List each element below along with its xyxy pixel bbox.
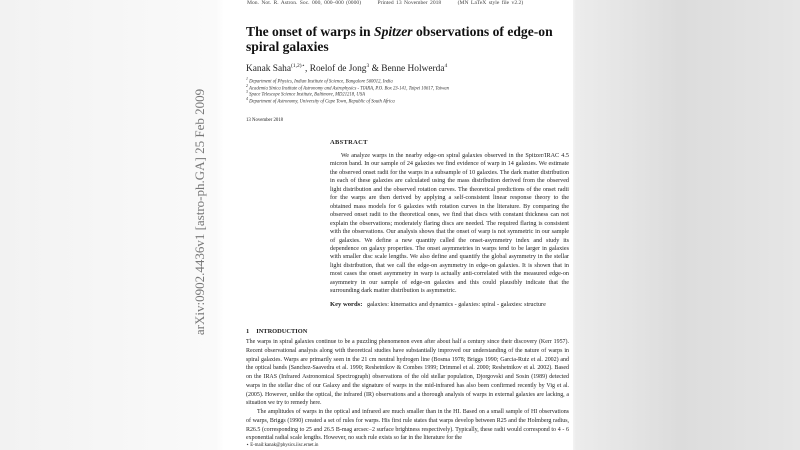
aff-num: 3 <box>246 90 248 94</box>
section-number: 1 <box>246 328 250 335</box>
aff-num: 1 <box>246 77 248 81</box>
abstract-text: We analyze warps in the nearby edge-on spiral galaxies observed in the Spitzer/IRAC 4.5 micron band. In our sample of 24 galaxies we find evidence of warp in 14 galaxies. We estimate the observed onset radii for the warps in a subsample of 10 galaxies. The dark matter distribution in each of these galaxies are calculated using the mass distribution derived from the observed light distribution and the observed rotation curves. The theoretical predictions of the onset radii for the warps are then derived by applying a self-consistent linear response theory to the obtained mass models for 6 galaxies with rotation curves in the literature. By comparing the observed onset radii to the theoretical ones, we find that discs with constant thickness can not explain the observations; moderately flaring discs are needed. The required flaring is consistent with the observations. Our analysis shows that the onset of warp is not symmetric in our sample of galaxies. We define a new quantity called the onset-asymmetry index and study its dependence on galaxy properties. The onset asymmetries in warps tend to be larger in galaxies with smaller disc scale lengths. We also define and quantify the global asymmetry in the stellar light distribution, that we call the edge-on asymmetry in edge-on galaxies. It is shown that in most cases the onset asymmetry in warp is actually anti-correlated with the measured edge-on asymmetry in our sample of edge-on galaxies and this could plausibly indicate that the surrounding dark matter distribution is asymmetric. <box>330 153 569 295</box>
aff-text: Space Telescope Science Institute, Baltimore, MD21218, USA <box>249 92 366 98</box>
printed-date: Printed 13 November 2018 <box>377 0 442 6</box>
author-sup: 4 <box>444 63 448 69</box>
received-date: 13 November 2018 <box>246 118 284 123</box>
introduction-body <box>246 338 569 443</box>
arxiv-stamp: arXiv:0902.4436v1 [astro-ph.GA] 25 Feb 2009 <box>192 88 207 336</box>
keywords <box>330 301 546 308</box>
journal-info: Mon. Not. R. Astron. Soc. 000, 000–000 (0000) <box>247 0 362 6</box>
affiliation <box>246 97 395 105</box>
author-list <box>246 63 447 74</box>
running-header <box>247 0 537 6</box>
author-sup: 3 <box>366 63 370 69</box>
title-part: observations of edge-on spiral galaxies <box>246 24 553 54</box>
keywords-label: Key words: <box>330 301 363 308</box>
aff-num: 4 <box>246 96 248 101</box>
paper-title <box>246 24 566 54</box>
abstract-heading: ABSTRACT <box>330 139 368 146</box>
author-sup: (1,2)⋆ <box>291 63 306 69</box>
sep: & <box>369 64 382 75</box>
title-italic: Spitzer <box>374 24 413 39</box>
section-heading <box>246 328 314 335</box>
section-title: INTRODUCTION <box>256 328 308 335</box>
author: Benne Holwerda <box>381 64 445 75</box>
keywords-text: galaxies: kinematics and dynamics - galaxies: spiral - galaxies: structure <box>366 301 546 308</box>
aff-num: 2 <box>246 83 248 88</box>
style-info: (MN LaTeX style file v2.2) <box>457 0 524 6</box>
paragraph: The warps in spiral galaxies continue to be a puzzling phenomenon even after about half a century since their discovery (Kerr 1957). Recent observational analysis along with theoretical studies have substantially improved our understanding of the nature of warps in spiral galaxies. Warps are primarily seen in the 21 cm neutral hydrogen line (Bosma 1978; Briggs 1990; Garcia-Ruiz et al. 2002) and the optical bands (Sanchez-Saavedra et al. 1990; Reshetnikov & Combes 1999; Drimmel et al. 2000; Reshetnikov et al. 2002). Based on the IRAS (Infrared Astronomical Spectrograph) observations of the old stellar population, Djorgovski and Sosin (1989) detected warps in the stellar disc of our Galaxy and the signature of warps in the mid-infrared has also been confirmed recently by Vig et al. (2005). However, unlike the optical, the infrared (IR) observations and a thorough analysis of warps in external galaxies are lacking, a situation we try to remedy here. <box>246 339 569 407</box>
aff-text: Department of Astronomy, University of Cape Town, Republic of South Africa <box>249 99 395 105</box>
aff-text: Academia Sinica Institute of Astronomy and Astrophysics - TIARA, P.O. Box 23-141, Taipei 10617, Taiwan <box>249 86 449 92</box>
author: Roelof de Jong <box>309 64 367 75</box>
sep: , <box>305 64 310 75</box>
aff-text: Department of Physics, Indian Institute of Science, Bangalore 560012, India <box>249 79 393 85</box>
title-part: The onset of warps in <box>246 24 375 39</box>
footnote-email: ⋆ E-mail:kanak@physics.iisc.ernet.in <box>246 443 319 448</box>
paragraph: The amplitudes of warps in the optical and infrared are much smaller than in the HI. Based on a small sample of HI observations of warps, Briggs (1990) created a set of rules for warps. His first rule states that warps develop between R25 and the Holmberg radius, R26.5 (corresponding to 25 and 26.5 B-mag arcsec−2 surface brightness respectively). Typically, these radii would correspond to 4 - 6 exponential radial scale lengths. However, no such rule exists so far in the literature for the <box>246 409 569 442</box>
author: Kanak Saha <box>246 64 292 75</box>
